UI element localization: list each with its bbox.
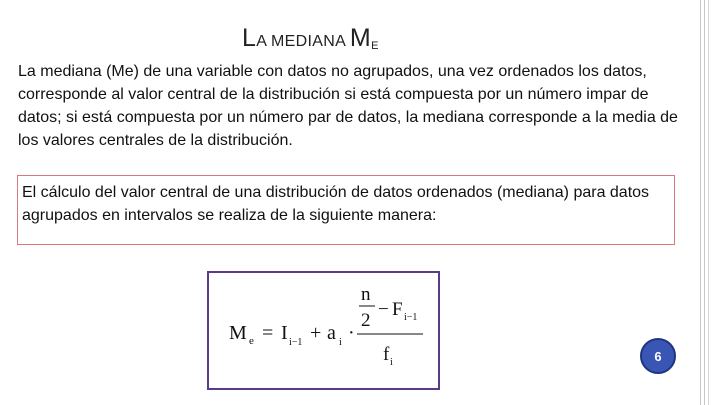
formula-lhs-m: M [229,322,247,344]
formula-a-sub: i [339,337,342,348]
formula-plus: + [310,322,322,344]
formula-n: n [361,284,371,305]
title-rest: A MEDIANA [256,33,350,50]
formula-i: I [281,322,288,344]
grouped-data-note-box [17,175,675,245]
formula-f-lower-sub: i [390,357,393,368]
formula-a: a [327,322,336,344]
edge-decoration-line [704,0,705,405]
formula-dot: · [348,322,355,344]
formula-minus: − [378,299,389,320]
grouped-data-note-text: El cálculo del valor central de una distribución de datos ordenados (mediana) para datos agrupados en intervalos se realiza de la siguiente manera: [22,184,650,224]
formula-f-lower: f [383,344,390,365]
formula-f-cap-sub: i−1 [404,312,418,323]
intro-paragraph: La mediana (Me) de una variable con datos no agrupados, una vez ordenados los datos, corresponde al valor central de la distribución si está compuesta por un número impar de datos; si está compuesta por un número par de datos, la mediana corresponde a la media de los valores centrales de la distribución. [18,63,678,149]
formula-two: 2 [361,310,371,331]
formula-equals: = [262,322,274,344]
title-me: M [349,24,372,52]
median-formula-box [207,271,440,390]
edge-decoration-line [700,0,701,405]
title-me-subscript: E [371,40,379,52]
edge-decoration-line [708,0,709,405]
formula-lhs-sub: e [249,335,254,347]
title-initial: L [242,24,257,52]
median-formula [209,273,438,388]
slide-title [242,24,379,53]
page-number-badge: 6 [640,338,676,374]
formula-i-sub: i−1 [289,337,303,348]
formula-f-cap: F [392,299,403,320]
